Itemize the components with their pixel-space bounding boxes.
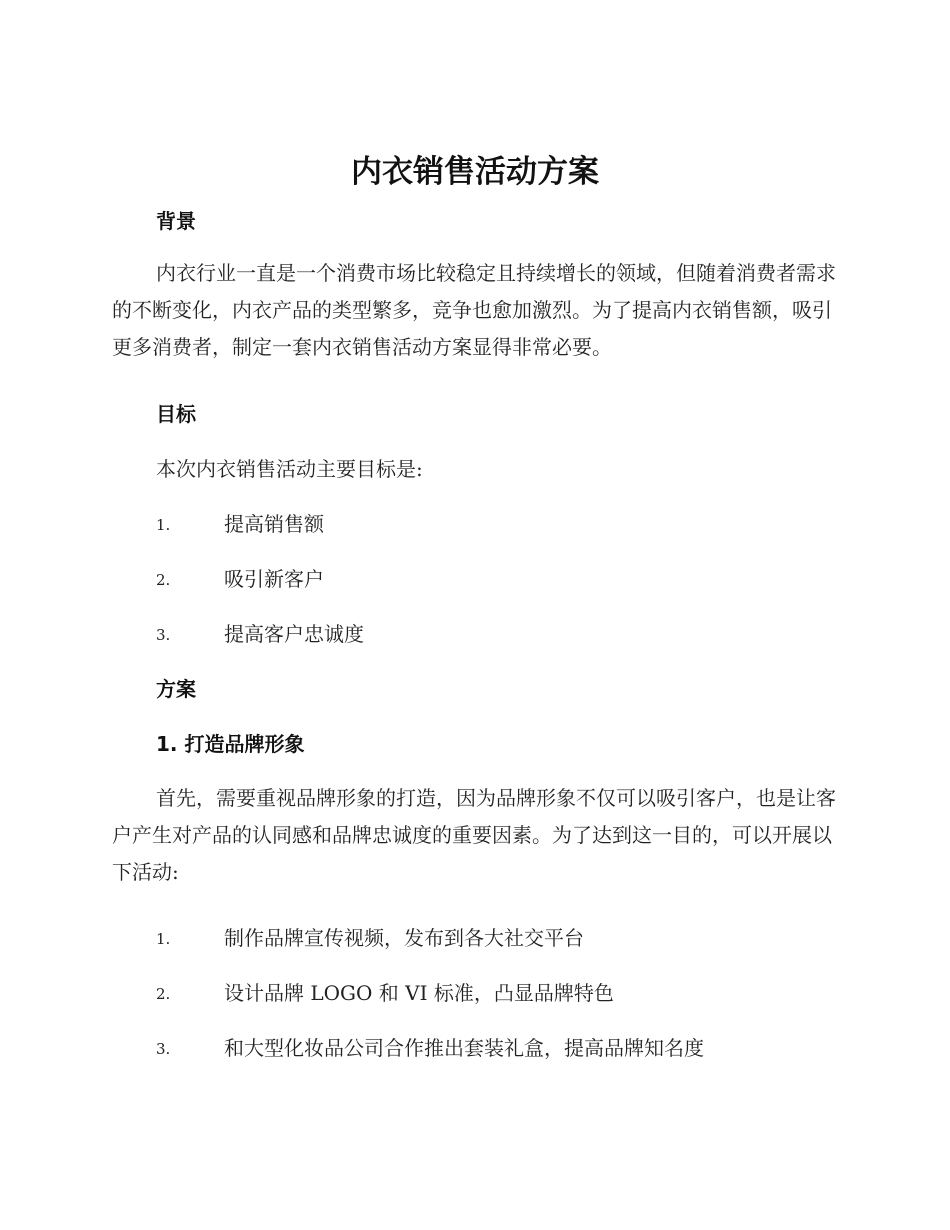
section-heading-background: 背景 — [156, 209, 196, 233]
background-paragraph: 内衣行业一直是一个消费市场比较稳定且持续增长的领域，但随着消费者需求的不断变化，内衣产品的类型繁多，竞争也愈加激烈。为了提高内衣销售额，吸引更多消费者，制定一套内衣销售活动方案显得非常必要。 — [112, 261, 836, 359]
list-item-number: 3. — [156, 626, 171, 644]
goals-intro: 本次内衣销售活动主要目标是: — [156, 457, 423, 481]
plan-subheading: 1. 打造品牌形象 — [156, 732, 305, 756]
list-item-number: 3. — [156, 1040, 171, 1058]
list-item-text: 设计品牌 LOGO 和 VI 标准，凸显品牌特色 — [224, 981, 614, 1005]
list-item-number: 1. — [156, 930, 171, 948]
document-title: 内衣销售活动方案 — [351, 154, 599, 190]
list-item-number: 1. — [156, 516, 171, 534]
plan-paragraph: 首先，需要重视品牌形象的打造，因为品牌形象不仅可以吸引客户，也是让客户产生对产品的认同感和品牌忠诚度的重要因素。为了达到这一目的，可以开展以下活动: — [112, 786, 836, 884]
list-item-text: 制作品牌宣传视频，发布到各大社交平台 — [224, 926, 584, 950]
list-item-text: 提高销售额 — [224, 512, 324, 536]
section-heading-plan: 方案 — [156, 677, 196, 701]
list-item-text: 和大型化妆品公司合作推出套装礼盒，提高品牌知名度 — [224, 1036, 704, 1060]
list-item-text: 吸引新客户 — [224, 567, 324, 591]
list-item-number: 2. — [156, 985, 171, 1003]
section-heading-goals: 目标 — [156, 402, 196, 426]
list-item-number: 2. — [156, 571, 171, 589]
list-item-text: 提高客户忠诚度 — [224, 622, 364, 646]
